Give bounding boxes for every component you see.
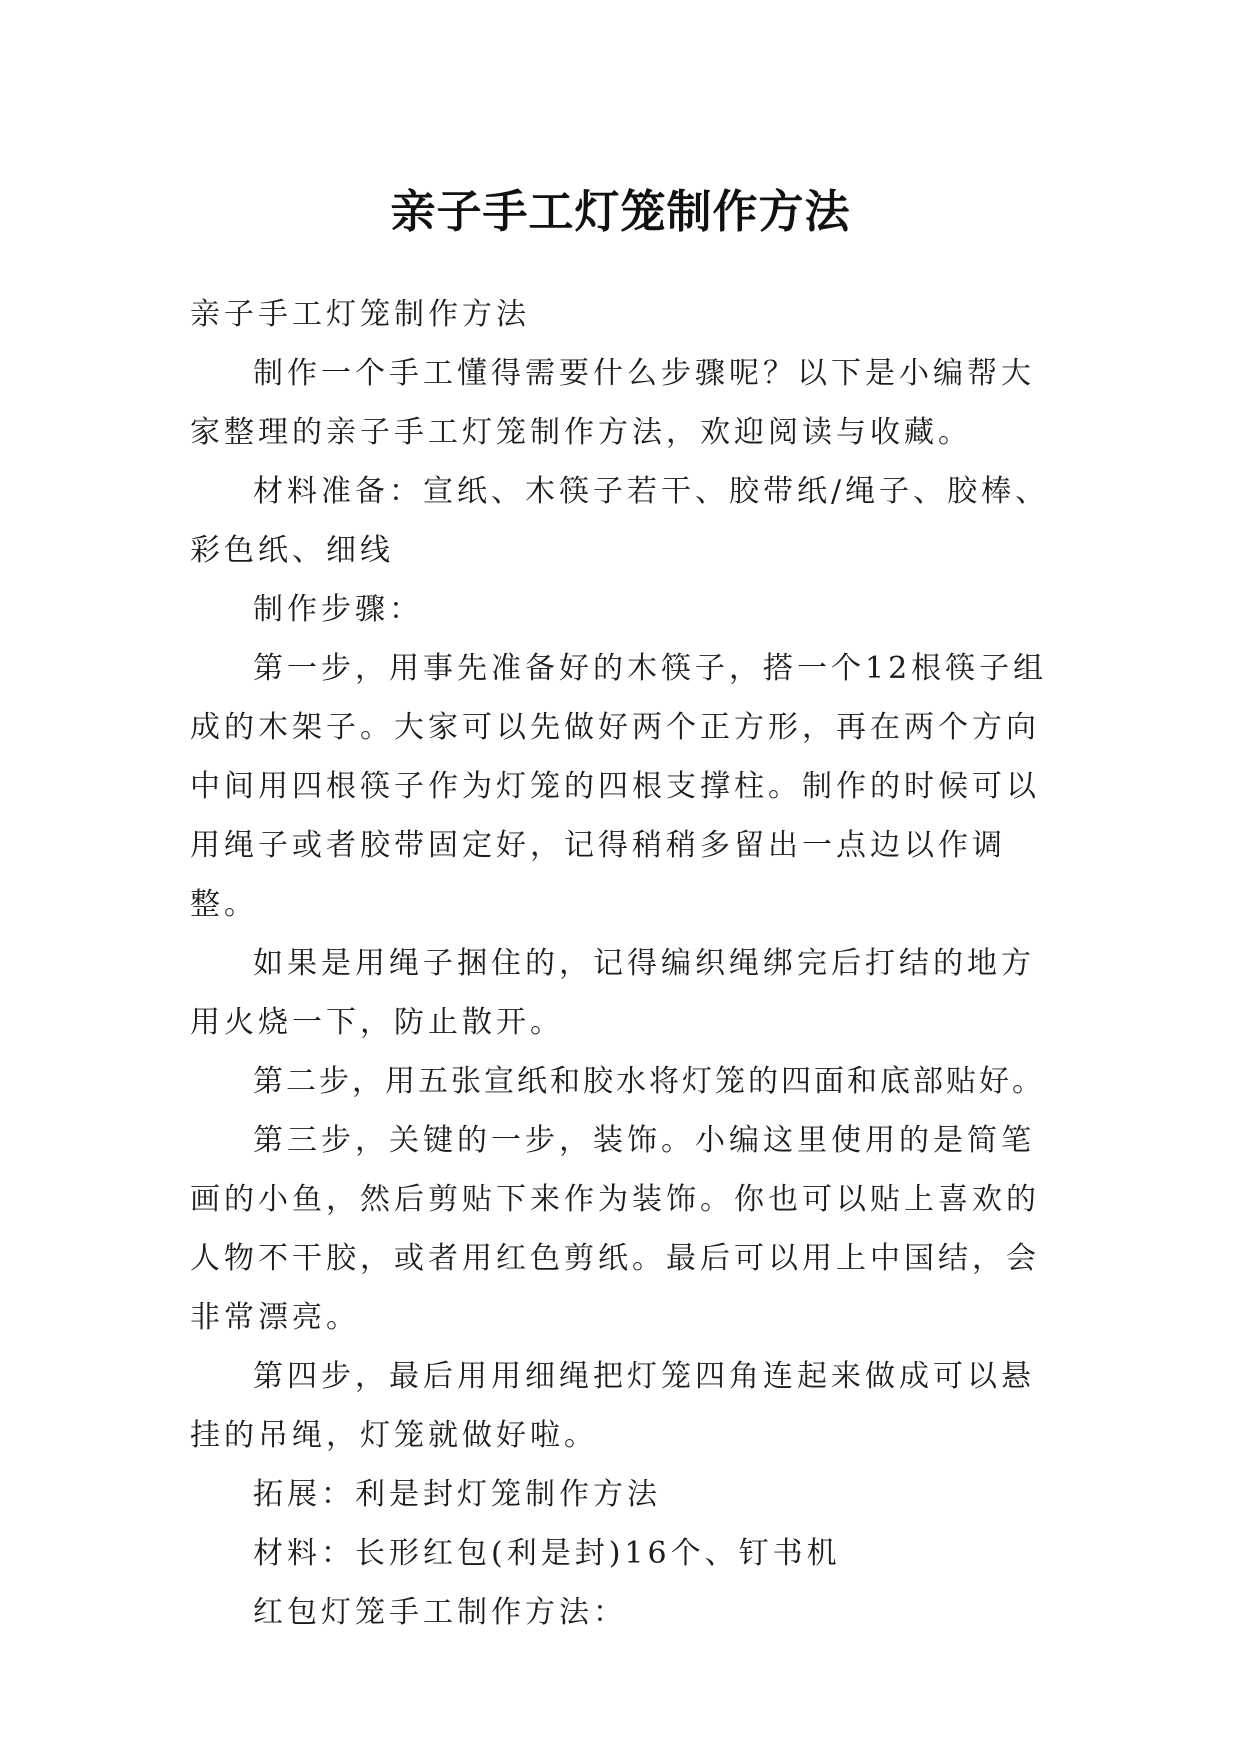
step-four-paragraph: 第四步，最后用用细绳把灯笼四角连起来做成可以悬挂的吊绳，灯笼就做好啦。 xyxy=(190,1359,1035,1453)
red-envelope-method-heading: 红包灯笼手工制作方法： xyxy=(253,1595,627,1630)
step-three-paragraph: 第三步，关键的一步，装饰。小编这里使用的是简笔画的小鱼，然后剪贴下来作为装饰。你也可以贴上喜欢的人物不干胶，或者用红色剪纸。最后可以用上中国结，会非常漂亮。 xyxy=(190,1123,1040,1335)
steps-heading: 制作步骤： xyxy=(253,592,423,627)
extension-heading: 拓展：利是封灯笼制作方法 xyxy=(253,1477,661,1512)
document-body xyxy=(190,285,1050,1642)
body-heading: 亲子手工灯笼制作方法 xyxy=(190,297,530,332)
intro-paragraph: 制作一个手工懂得需要什么步骤呢？以下是小编帮大家整理的亲子手工灯笼制作方法，欢迎阅读与收藏。 xyxy=(190,356,1035,450)
step-one-paragraph: 第一步，用事先准备好的木筷子，搭一个12根筷子组成的木架子。大家可以先做好两个正方形，再在两个方向中间用四根筷子作为灯笼的四根支撑柱。制作的时候可以用绳子或者胶带固定好，记得稍稍多留出一点边以作调整。 xyxy=(190,651,1048,922)
extension-materials-paragraph: 材料：长形红包(利是封)16个、钉书机 xyxy=(253,1536,841,1571)
step-two-paragraph: 第二步，用五张宣纸和胶水将灯笼的四面和底部贴好。 xyxy=(253,1064,1045,1099)
document-title: 亲子手工灯笼制作方法 xyxy=(390,185,851,239)
materials-paragraph: 材料准备：宣纸、木筷子若干、胶带纸/绳子、胶棒、彩色纸、细线 xyxy=(190,474,1050,568)
rope-tip-paragraph: 如果是用绳子捆住的，记得编织绳绑完后打结的地方用火烧一下，防止散开。 xyxy=(190,946,1035,1040)
